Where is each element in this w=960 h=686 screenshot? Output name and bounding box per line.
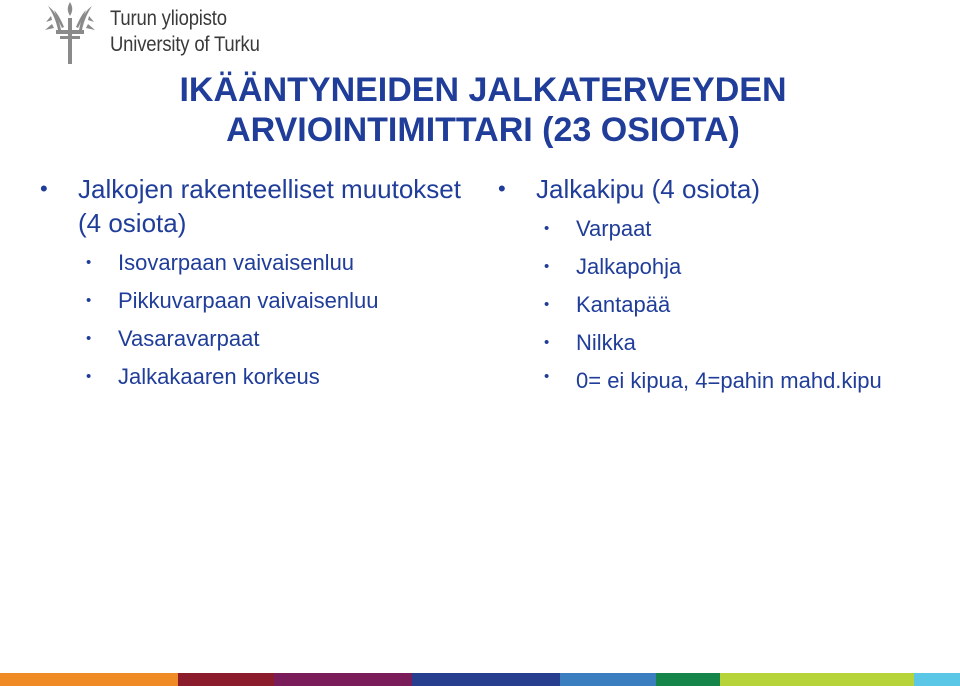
- structural-changes-heading: • Jalkojen rakenteelliset muutokset (4 osiota): [40, 172, 480, 240]
- slide-title-line-2: ARVIOINTIMITTARI (23 OSIOTA): [226, 111, 740, 149]
- footer-segment: [0, 673, 178, 686]
- list-item: • Kantapää: [498, 286, 918, 324]
- left-column: [40, 172, 480, 396]
- list-item: • Jalkapohja: [498, 248, 918, 286]
- list-item: • Varpaat: [498, 210, 918, 248]
- list-item: • Vasaravarpaat: [40, 320, 480, 358]
- university-name-finnish: Turun yliopisto: [110, 7, 227, 30]
- footer-segment: [914, 673, 960, 686]
- university-name-english: University of Turku: [110, 33, 260, 56]
- list-item: • Jalkakaaren korkeus: [40, 358, 480, 396]
- list-item: • Isovarpaan vaivaisenluu: [40, 244, 480, 282]
- footer-segment: [656, 673, 720, 686]
- footer-segment: [560, 673, 656, 686]
- footer-segment: [178, 673, 274, 686]
- slide-title-line-1: IKÄÄNTYNEIDEN JALKATERVEYDEN: [179, 71, 787, 109]
- footer-segment: [720, 673, 914, 686]
- list-item: • Nilkka: [498, 324, 918, 362]
- foot-pain-list: [498, 210, 918, 396]
- university-logo: [38, 0, 278, 66]
- list-item: • 0= ei kipua, 4=pahin mahd.kipu: [498, 362, 918, 396]
- footer-color-bar: [0, 673, 960, 686]
- right-column: [498, 172, 918, 396]
- university-torch-emblem-icon: [42, 0, 98, 66]
- structural-changes-list: [40, 244, 480, 396]
- slide-title: [3, 70, 960, 150]
- university-name: [110, 6, 280, 58]
- footer-segment: [274, 673, 412, 686]
- list-item: • Pikkuvarpaan vaivaisenluu: [40, 282, 480, 320]
- footer-segment: [412, 673, 560, 686]
- foot-pain-heading: • Jalkakipu (4 osiota): [498, 172, 918, 206]
